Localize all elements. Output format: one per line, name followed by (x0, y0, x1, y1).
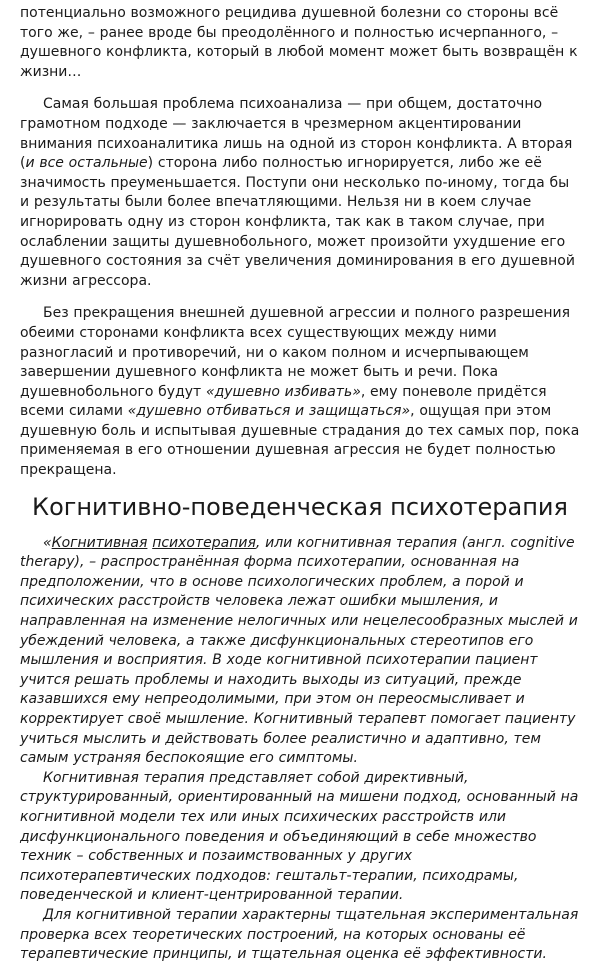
paragraph-text: Самая большая проблема психоанализа — при общем, достаточно грамотном подходе — заключается в чрезмерном акцентировании внимания психоаналитика лишь на одной из сторон конфликта. А вторая ( (20, 96, 573, 172)
paragraph-continuation: потенциально возможного рецидива душевной болезни со стороны всё того же, – ранее вроде бы преодолённого и полностью исчерпанного, – душевного конфликта, который в любой момент может быть возвращён к жизни… (20, 5, 578, 80)
link-cognitive[interactable]: Когнитивная (51, 534, 148, 551)
quote-open-mark: « (43, 534, 52, 551)
paragraph-italic-text: и все остальные (25, 155, 148, 172)
quote-paragraph-definition (20, 534, 580, 769)
paragraph-italic-text: «душевно отбиваться и защищаться» (127, 403, 411, 420)
paragraph-text: , ощущая при этом душевную боль и испытывая душевные страдания до тех самых пор, пока применяемая в его отношении душевная агрессия не будет полностью прекращена. (20, 403, 580, 479)
paragraph-italic-text: «душевно избивать» (205, 383, 361, 400)
document-page (0, 4, 600, 965)
paragraph-text: Без прекращения внешней душевной агрессии и полного разрешения обеими сторонами конфликта всех существующих между ними разногласий и противоречий, ни о каком полном и исчерпывающем завершении душевного конфликта не может быть и речи. Пока душевнобольного будут (20, 305, 571, 400)
quote-text: , или когнитивная терапия (англ. cognitive therapy), – распространённая форма психотерапии, основанная на предположении, что в основе психологических проблем, а порой и психических расстройств человека лежат ошибки мышления, и направленная на изменение нелогичных или нецелесообразных мыслей и убеждений человека, а также дисфункциональных стереотипов его мышления и восприятия. В ходе когнитивной психотерапии пациент учится решать проблемы и находить выходы из ситуаций, прежде казавшихся ему непреодолимыми, при этом он переосмысливает и корректирует своё мышление. Когнитивный терапевт помогает пациенту учиться мыслить и действовать более реалистично и адаптивно, тем самым устраняя беспокоящие его симптомы. (20, 534, 578, 767)
paragraph-text: , ему поневоле придётся всеми силами (20, 383, 547, 420)
quote-paragraph-directive: Когнитивная терапия представляет собой директивный, структурированный, ориентированный на мишени подход, основанный на когнитивной модели тех или иных психических расстройств или дисфункционального поведения и объединяющий в себе множество техник – собственных и позаимствованных у других психотерапевтических подходов: гештальт-терапии, психодрамы, поведенческой и клиент-центрированной терапии. (20, 769, 579, 904)
link-psychotherapy[interactable]: психотерапия (152, 534, 256, 551)
section-heading: Когнитивно-поведенческая психотерапия (32, 492, 568, 521)
paragraph-text: ) сторона либо полностью игнорируется, либо же её значимость преуменьшается. Поступи они несколько по-иному, тогда бы и результаты были более впечатляющими. Нельзя ни в коем случае игнорировать одну из сторон конфликта, так как в таком случае, при ослаблении защиты душевнобольного, может произойти ухудшение его душевного состояния за счёт увеличения доминирования в его душевной жизни агрессора. (20, 155, 575, 289)
paragraph-external-aggression (20, 304, 580, 480)
quote-paragraph-verification: Для когнитивной терапии характерны тщательная экспериментальная проверка всех теоретических построений, на которых основаны её терапевтические принципы, и тщательная оценка её эффективности. (20, 906, 579, 963)
paragraph-psychoanalysis-problem (20, 95, 580, 291)
